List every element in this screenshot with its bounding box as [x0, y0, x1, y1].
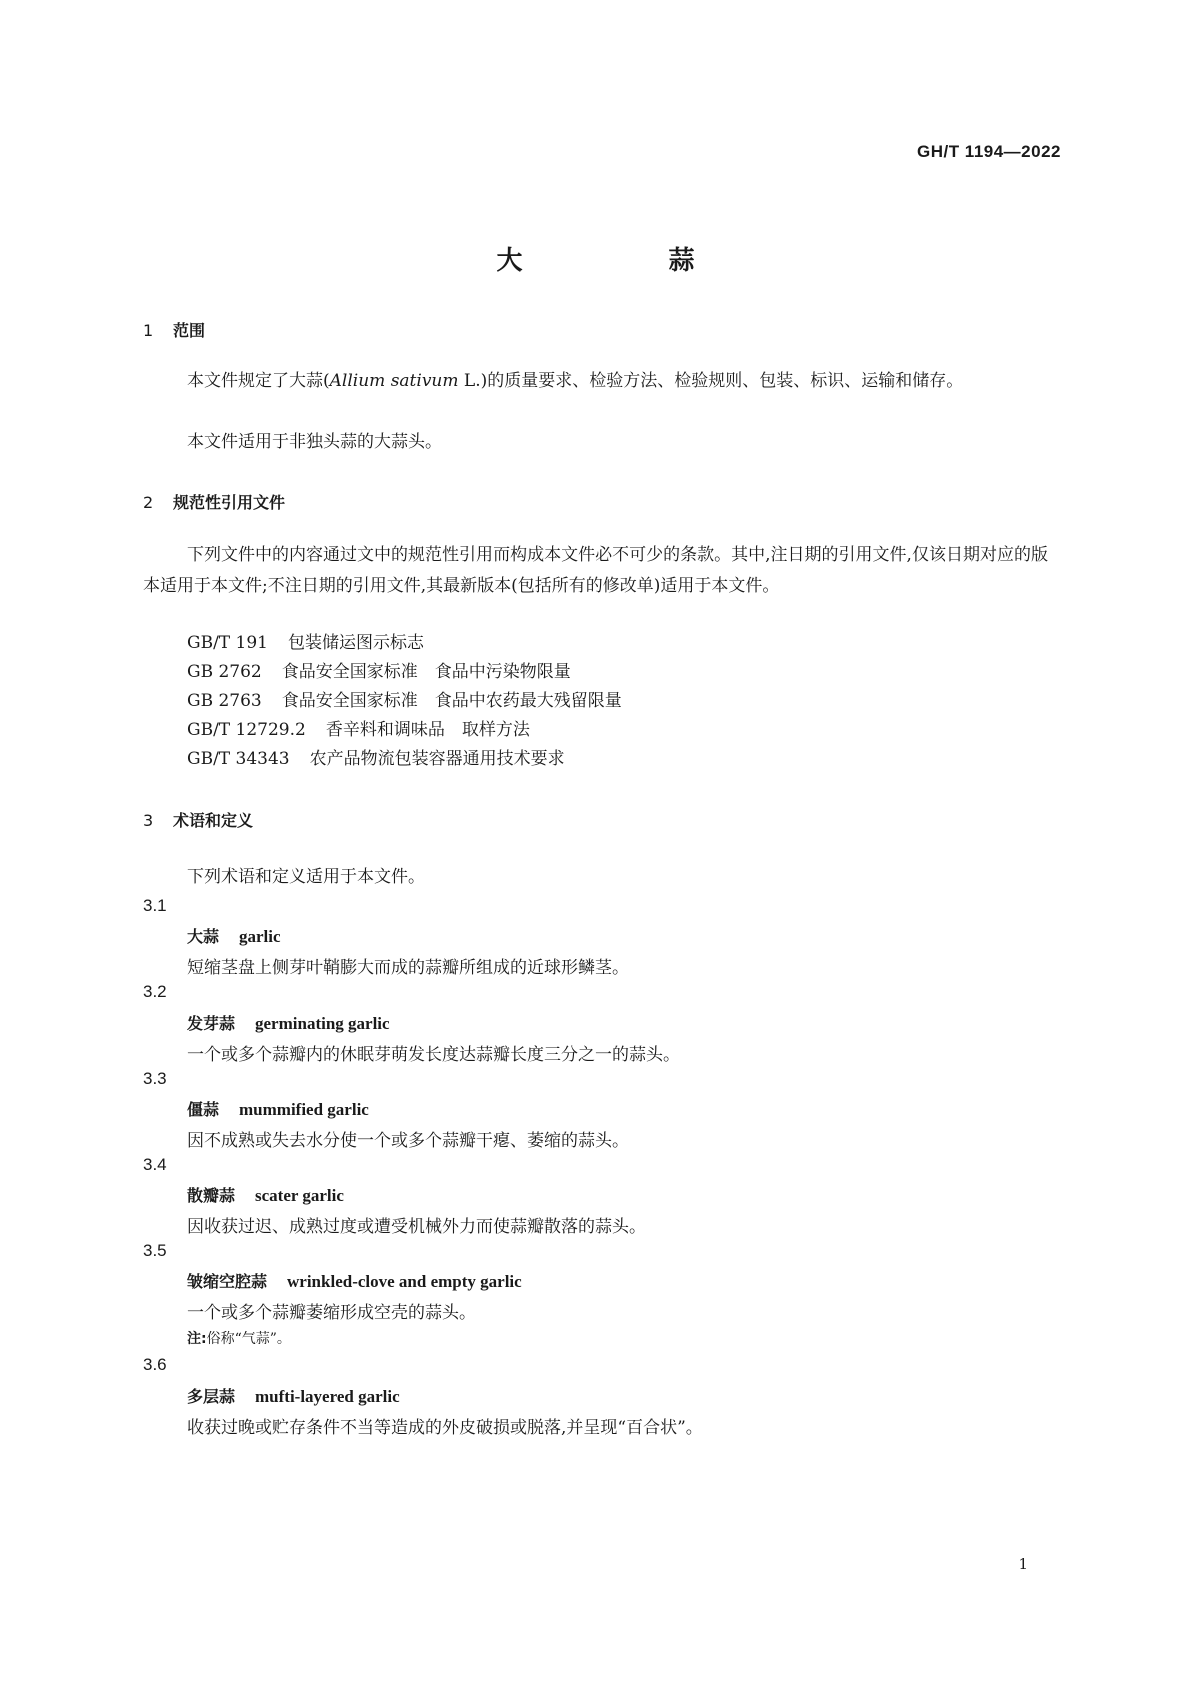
term-number: 3.6 [143, 1355, 167, 1374]
reference-code: GB 2763 [187, 691, 262, 711]
term-en: wrinkled-clove and empty garlic [287, 1272, 522, 1291]
section-2-paragraph: 下列文件中的内容通过文中的规范性引用而构成本文件必不可少的条款。其中,注日期的引用文件,仅该日期对应的版本适用于本文件;不注日期的引用文件,其最新版本(包括所有的修改单)适用于本文件。 [143, 545, 1048, 596]
section-number: 3 [143, 811, 154, 830]
reference-code: GB/T 34343 [187, 749, 290, 769]
text: 本文件规定了大蒜( [187, 371, 330, 391]
term-number: 3.3 [143, 1069, 167, 1088]
section-number: 2 [143, 493, 154, 512]
term-definition: 因收获过迟、成熟过度或遭受机械外力而使蒜瓣散落的蒜头。 [187, 1217, 646, 1237]
document-title: 大 蒜 [496, 246, 755, 276]
section-title: 范围 [173, 321, 206, 340]
term-zh: 散瓣蒜 [187, 1186, 236, 1205]
text: L.)的质量要求、检验方法、检验规则、包装、标识、运输和储存。 [458, 371, 964, 391]
section-number: 1 [143, 321, 154, 340]
term-definition: 收获过晚或贮存条件不当等造成的外皮破损或脱落,并呈现“百合状”。 [187, 1418, 703, 1438]
term-number: 3.1 [143, 896, 167, 915]
standard-number: GH/T 1194—2022 [916, 142, 1061, 161]
term-name [187, 924, 281, 947]
term-name [187, 1011, 390, 1034]
reference-title: 食品安全国家标准 食品中农药最大残留限量 [281, 691, 622, 711]
note-label: 注: [187, 1331, 207, 1347]
reference-code: GB 2762 [187, 662, 262, 682]
term-name [187, 1384, 400, 1407]
reference-code: GB/T 191 [187, 633, 268, 653]
term-name [187, 1269, 522, 1292]
term-name [187, 1183, 344, 1206]
page-number: 1 [1018, 1555, 1028, 1573]
term-zh: 僵蒜 [187, 1100, 220, 1119]
term-zh: 多层蒜 [187, 1387, 236, 1406]
latin-name: Allium sativum [329, 371, 459, 391]
section-1-paragraph-1 [143, 366, 1048, 397]
term-zh: 皱缩空腔蒜 [187, 1272, 268, 1291]
section-3-heading [143, 808, 253, 831]
term-definition: 短缩茎盘上侧芽叶鞘膨大而成的蒜瓣所组成的近球形鳞茎。 [187, 958, 629, 978]
term-zh: 大蒜 [187, 927, 220, 946]
reference-item [187, 628, 424, 659]
section-title: 规范性引用文件 [173, 493, 286, 512]
term-en: garlic [239, 927, 281, 946]
reference-title: 农产品物流包装容器通用技术要求 [309, 749, 565, 769]
term-definition: 一个或多个蒜瓣内的休眠芽萌发长度达蒜瓣长度三分之一的蒜头。 [187, 1045, 680, 1065]
section-2-heading [143, 490, 285, 513]
term-definition: 因不成熟或失去水分使一个或多个蒜瓣干瘪、萎缩的蒜头。 [187, 1131, 629, 1151]
term-name [187, 1097, 369, 1120]
term-en: germinating garlic [255, 1014, 390, 1033]
term-en: scater garlic [255, 1186, 344, 1205]
reference-title: 香辛料和调味品 取样方法 [325, 720, 530, 740]
term-zh: 发芽蒜 [187, 1014, 236, 1033]
note-text: 俗称“气蒜”。 [206, 1331, 291, 1347]
section-1-paragraph-2: 本文件适用于非独头蒜的大蒜头。 [187, 432, 442, 452]
term-number: 3.2 [143, 982, 167, 1001]
term-note [187, 1328, 291, 1348]
section-1-heading [143, 318, 205, 341]
term-definition: 一个或多个蒜瓣萎缩形成空壳的蒜头。 [187, 1303, 476, 1323]
reference-title: 包装储运图示标志 [288, 633, 424, 653]
term-number: 3.5 [143, 1241, 167, 1260]
reference-item [187, 686, 622, 717]
term-en: mufti-layered garlic [255, 1387, 400, 1406]
reference-item [187, 657, 571, 688]
term-number: 3.4 [143, 1155, 167, 1174]
reference-code: GB/T 12729.2 [187, 720, 306, 740]
reference-title: 食品安全国家标准 食品中污染物限量 [281, 662, 571, 682]
reference-item [187, 744, 565, 775]
reference-item [187, 715, 530, 746]
term-en: mummified garlic [239, 1100, 369, 1119]
section-title: 术语和定义 [173, 811, 254, 830]
section-3-intro: 下列术语和定义适用于本文件。 [187, 867, 425, 887]
